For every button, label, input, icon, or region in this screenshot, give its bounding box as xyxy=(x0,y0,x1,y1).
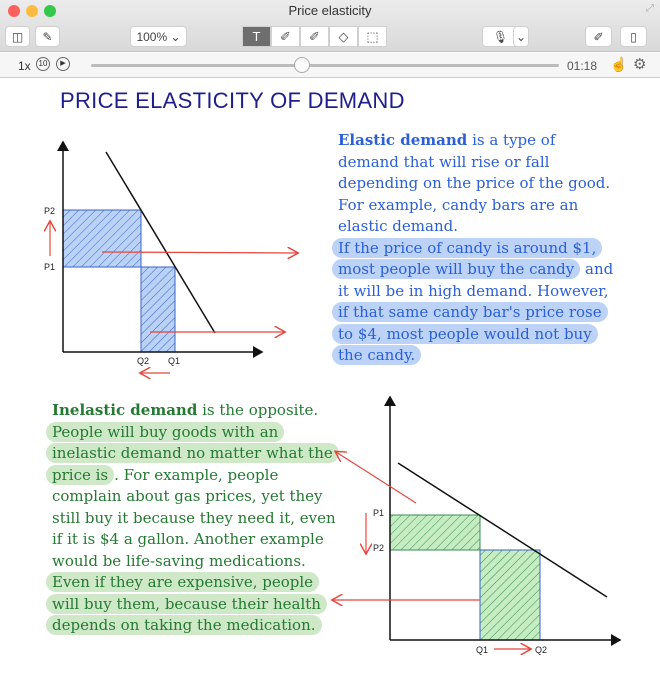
microphone-button[interactable]: 🎙 xyxy=(482,26,519,47)
highlighted-text: inelastic demand no matter what the xyxy=(46,443,339,463)
highlighter-tool-button[interactable]: ✐ xyxy=(300,26,329,47)
sidebar-toggle-button[interactable]: ◫ xyxy=(5,26,30,47)
body-text: For example, candy bars are an xyxy=(338,195,579,214)
body-text: is a type of xyxy=(467,131,556,149)
red-arrow xyxy=(336,452,416,503)
quantity-label: Q2 xyxy=(535,645,548,655)
body-text: . For example, people xyxy=(114,465,279,484)
highlighted-text: price is xyxy=(46,465,114,485)
quantity-label: Q1 xyxy=(476,645,489,655)
price-label: P2 xyxy=(373,543,385,553)
revenue-area-quantity xyxy=(480,550,540,640)
inelastic-chart xyxy=(333,397,620,649)
body-text: demand that will rise or fall xyxy=(338,152,550,171)
price-label: P1 xyxy=(44,262,56,272)
highlighted-text: Even if they are expensive, people xyxy=(46,572,319,592)
play-icon[interactable]: ▶ xyxy=(56,57,70,71)
text-tool-button[interactable]: T xyxy=(242,26,271,47)
highlighted-text: depends on taking the medication. xyxy=(46,615,322,635)
elastic-chart xyxy=(50,142,297,373)
price-label: P1 xyxy=(373,508,385,518)
fullscreen-icon[interactable]: ⤢ xyxy=(646,3,654,14)
gear-icon[interactable]: ⚙ xyxy=(633,56,647,73)
body-text: complain about gas prices, yet they xyxy=(52,487,323,505)
highlighted-text: If the price of candy is around $1, xyxy=(332,238,602,258)
microphone-options-button[interactable]: ⌄ xyxy=(513,26,529,47)
playback-speed[interactable]: 1x xyxy=(18,59,31,73)
skip-back-icon[interactable]: 10 xyxy=(36,57,50,71)
pages-button[interactable]: ▯ xyxy=(620,26,647,47)
term: Elastic demand xyxy=(338,131,468,149)
term: Inelastic demand xyxy=(52,401,198,419)
marker-button[interactable]: ✐ xyxy=(585,26,612,47)
highlighted-text: most people will buy the candy xyxy=(332,259,580,279)
compose-button[interactable]: ✎ xyxy=(35,26,60,47)
highlighted-text: to $4, most people would not buy xyxy=(332,324,598,344)
zoom-value: 100% xyxy=(136,29,168,44)
body-text: still buy it because they need it, even xyxy=(52,508,336,527)
page-title: PRICE ELASTICITY OF DEMAND xyxy=(60,88,405,113)
zoom-dropdown[interactable]: 100% ⌄ xyxy=(130,26,187,47)
revenue-area-price xyxy=(63,210,141,267)
pen-tool-button[interactable]: ✐ xyxy=(271,26,300,47)
body-text: would be life-saving medications. xyxy=(52,551,306,570)
body-text: it will be in high demand. However, xyxy=(338,281,609,300)
body-text: if it is $4 a gallon. Another example xyxy=(52,530,324,548)
body-text: elastic demand. xyxy=(338,217,458,235)
quantity-label: Q2 xyxy=(137,356,150,366)
revenue-area-price xyxy=(390,515,480,550)
body-text: depending on the price of the good. xyxy=(338,174,611,192)
playback-time: 01:18 xyxy=(567,59,598,73)
highlighted-text: will buy them, because their health xyxy=(46,594,327,614)
body-text: and xyxy=(580,260,614,278)
eraser-tool-button[interactable]: ◇ xyxy=(329,26,358,47)
price-label: P2 xyxy=(44,206,56,216)
highlighted-text: if that same candy bar's price rose xyxy=(332,302,608,322)
window-title: Price elasticity xyxy=(288,3,372,18)
body-text: is the opposite. xyxy=(197,401,319,419)
highlighted-text: People will buy goods with an xyxy=(46,422,284,442)
touch-icon[interactable]: ☝ xyxy=(610,56,628,72)
selection-tool-button[interactable]: ⬚ xyxy=(358,26,387,47)
revenue-area-quantity xyxy=(141,267,175,352)
highlighted-text: the candy. xyxy=(332,345,421,365)
quantity-label: Q1 xyxy=(168,356,181,366)
